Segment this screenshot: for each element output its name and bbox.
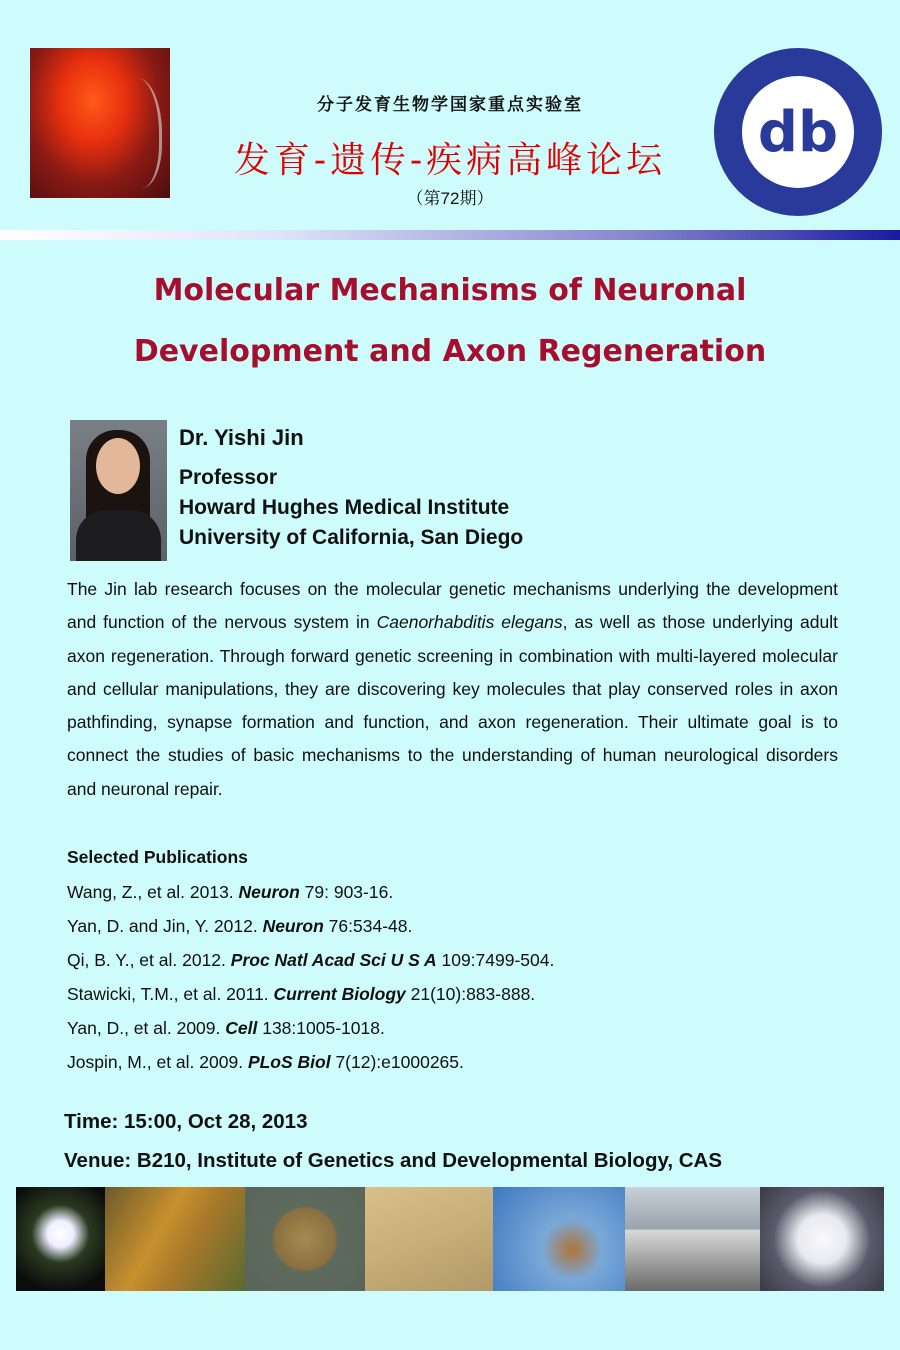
worm-image [365, 1187, 493, 1291]
zebrafish-image [625, 1187, 760, 1291]
publication-authors: Yan, D. and Jin, Y. 2012. [67, 916, 263, 936]
publication-volume: 138:1005-1018. [257, 1018, 385, 1038]
publication-item [67, 916, 412, 937]
fly-image [493, 1187, 625, 1291]
publication-volume: 79: 903-16. [299, 882, 394, 902]
publication-journal: PLoS Biol [247, 1052, 331, 1072]
publication-journal: Current Biology [273, 984, 406, 1004]
abstract-text: , as well as those underlying adult axon regeneration. Through forward genetic screening in combination with multi-layered molecular and cellular manipulations, they are discovering key molecules that play conserved roles in axon pathfinding, synapse formation and function, and axon regeneration. Their ultimate goal is to connect the studies of basic mechanisms to the understanding of human neurological disorders and neuronal repair. [67, 612, 838, 799]
forum-name: 发育-遗传-疾病高峰论坛 [233, 140, 667, 181]
publication-authors: Yan, D., et al. 2009. [67, 1018, 226, 1038]
event-venue: Venue: B210, Institute of Genetics and Developmental Biology, CAS [64, 1149, 723, 1172]
publication-journal: Neuron [238, 882, 300, 902]
publication-journal: Proc Natl Acad Sci U S A [230, 950, 437, 970]
publication-authors: Stawicki, T.M., et al. 2011. [67, 984, 274, 1004]
mouse-image [760, 1187, 884, 1291]
publication-volume: 21(10):883-888. [405, 984, 536, 1004]
speaker-affiliation2: University of California, San Diego [179, 526, 524, 549]
talk-title-line1: Molecular Mechanisms of Neuronal [153, 273, 747, 308]
publication-volume: 109:7499-504. [436, 950, 555, 970]
lab-name-cn: 分子发育生物学国家重点实验室 [317, 95, 583, 115]
abstract-text: The Jin lab research focuses on the molecular genetic mechanisms underlying the development and function of the nervous system in [67, 579, 838, 633]
publication-item [67, 882, 393, 903]
publication-item [67, 984, 535, 1005]
divider-bar [0, 230, 900, 240]
rice-image [105, 1187, 245, 1291]
publication-authors: Qi, B. Y., et al. 2012. [67, 950, 231, 970]
speaker-name: Dr. Yishi Jin [179, 425, 304, 450]
embryo-image [245, 1187, 365, 1291]
publication-volume: 7(12):e1000265. [330, 1052, 464, 1072]
issue-number: （第72期） [406, 189, 494, 208]
event-time: Time: 15:00, Oct 28, 2013 [64, 1110, 308, 1133]
organism-image-strip [16, 1187, 884, 1291]
speaker-affiliation1: Howard Hughes Medical Institute [179, 496, 510, 519]
publication-authors: Jospin, M., et al. 2009. [67, 1052, 248, 1072]
flower-image [16, 1187, 105, 1291]
talk-title-line2: Development and Axon Regeneration [133, 334, 767, 369]
lab-logo: db [714, 48, 882, 216]
publication-volume: 76:534-48. [323, 916, 413, 936]
abstract [67, 573, 838, 806]
publication-journal: Cell [225, 1018, 258, 1038]
publication-item [67, 1018, 385, 1039]
publication-item [67, 1052, 464, 1073]
publication-journal: Neuron [262, 916, 324, 936]
species-name: Caenorhabditis elegans [376, 612, 563, 633]
speaker-photo [70, 420, 167, 561]
speaker-position: Professor [179, 466, 278, 489]
publication-authors: Wang, Z., et al. 2013. [67, 882, 239, 902]
publication-item [67, 950, 554, 971]
publications-heading: Selected Publications [67, 847, 248, 867]
